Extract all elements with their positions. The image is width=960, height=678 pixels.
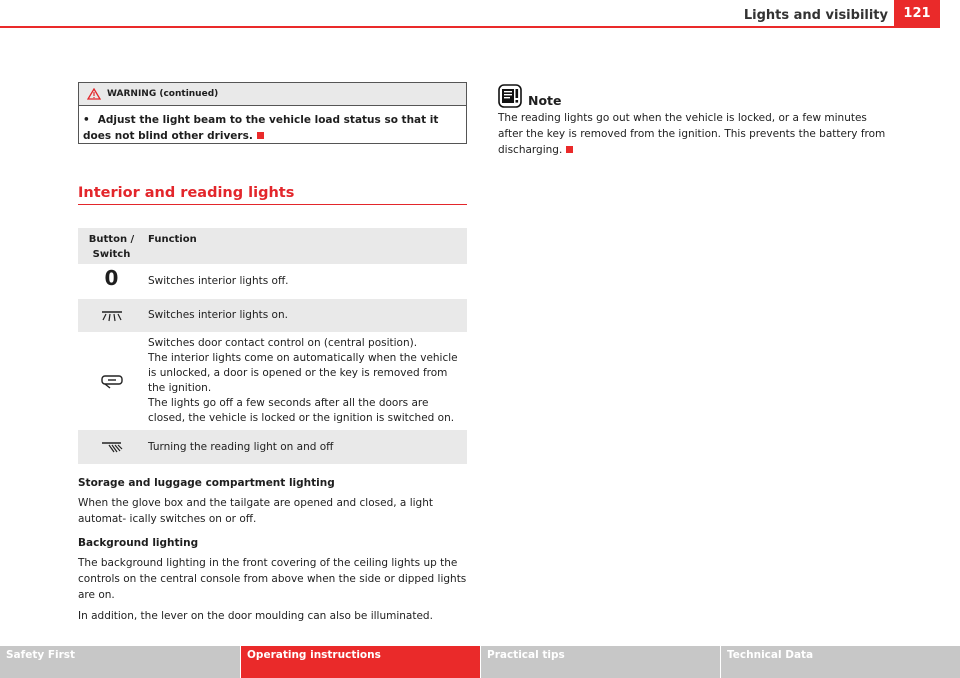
warning-title: WARNING (continued) [107,89,219,99]
table-header-row [78,228,467,264]
end-marker-icon [257,132,264,139]
warning-body [79,106,466,144]
warning-triangle-icon [87,88,101,100]
reading-light-icon [99,440,125,454]
section-rule [78,204,467,205]
header-rule [0,26,940,28]
footer-tab-practical-tips[interactable]: Practical tips [480,646,720,678]
background-text-2: In addition, the lever on the door moulding can also be illuminated. [78,610,433,622]
interior-light-icon [99,309,125,323]
note-text: The reading lights go out when the vehicle is locked, or a few minutes after the key is removed from the ignition. This prevents the battery from discharging. [498,112,886,156]
section-title: Interior and reading lights [78,185,295,201]
table-cell-function: Switches interior lights on. [148,309,288,321]
footer-tab-technical-data[interactable]: Technical Data [720,646,960,678]
warning-box [78,82,467,144]
door-contact-line: The interior lights come on automatically when the vehicle is unlocked, a door is opened or the key is removed from the ignition. [148,352,458,394]
page-header-title: Lights and visibility [743,8,888,23]
table-header-button-switch: Button / Switch [88,234,135,260]
table-cell-function: Turning the reading light on and off [148,440,334,453]
storage-heading: Storage and luggage compartment lighting [78,477,335,489]
end-marker-icon [566,146,573,153]
footer-tab-operating-instructions[interactable]: Operating instructions [240,646,480,678]
note-title: Note [528,93,562,108]
page-number: 121 [894,0,940,27]
footer-tab-safety-first[interactable]: Safety First [0,646,240,678]
bullet: • [83,114,90,126]
note-icon [498,84,522,108]
background-heading: Background lighting [78,537,199,549]
door-contact-line: Switches door contact control on (central position). [148,337,418,349]
warning-text: Adjust the light beam to the vehicle load status so that it does not blind other drivers. [83,114,439,142]
storage-text: When the glove box and the tailgate are opened and closed, a light automat- ically switches on or off. [78,497,433,525]
background-text: The background lighting in the front covering of the ceiling lights up the controls on the central console from above when the side or dipped lights are on. [78,557,467,601]
table-cell-function [145,332,467,430]
table-header-function: Function [148,234,197,245]
note-body [498,110,890,158]
door-contact-line: The lights go off a few seconds after all the doors are closed, the vehicle is locked or the ignition is switched on. [148,397,455,424]
symbol-zero: 0 [104,266,119,290]
table-row [78,299,467,332]
table-cell-function: Switches interior lights off. [148,275,289,287]
table-row [78,430,467,464]
footer-nav [0,646,960,678]
table-row [78,264,467,299]
door-contact-icon [99,373,125,389]
table-row [78,332,467,430]
warning-header [79,83,466,106]
lights-table [78,228,467,464]
